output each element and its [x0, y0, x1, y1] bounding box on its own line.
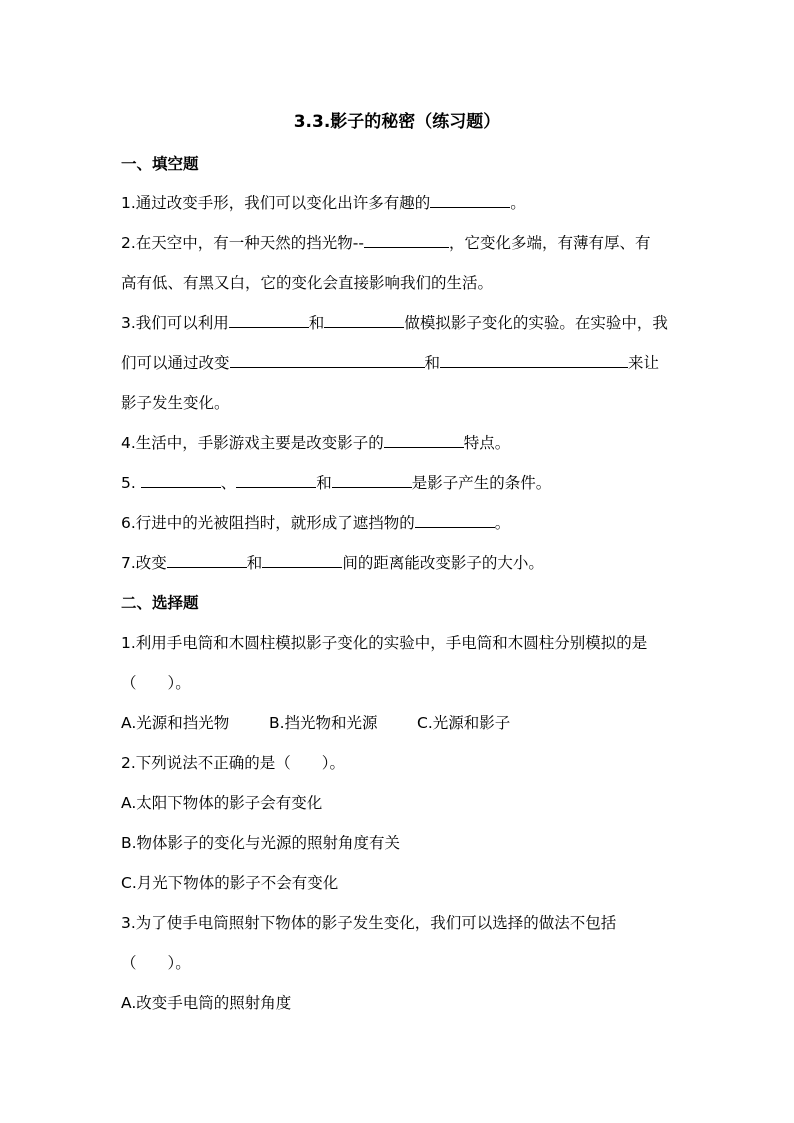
question-4: [121, 431, 510, 455]
answer-blank[interactable]: [262, 551, 342, 568]
question-text: 间的距离能改变影子的大小。: [342, 554, 544, 572]
question-6: [121, 511, 510, 535]
question-text: 和: [246, 554, 263, 572]
question-text: 特点。: [463, 434, 511, 452]
question-text: 们可以通过改变: [121, 354, 230, 372]
question-3-line-2: [121, 351, 659, 375]
answer-blank[interactable]: [332, 471, 412, 488]
question-1: [121, 191, 526, 215]
question-text: 和: [424, 354, 441, 372]
choice-question-3-paren: （ ）。: [121, 954, 191, 972]
question-5: [121, 471, 551, 495]
question-text: 4.生活中，手影游戏主要是改变影子的: [121, 434, 384, 452]
answer-blank[interactable]: [430, 191, 510, 208]
question-text: 来让: [628, 354, 660, 372]
question-text: 。: [510, 194, 526, 212]
question-text: 1.通过改变手形，我们可以变化出许多有趣的: [121, 194, 431, 212]
question-text: 2.在天空中，有一种天然的挡光物--: [121, 234, 364, 252]
answer-blank[interactable]: [440, 351, 628, 368]
answer-blank[interactable]: [384, 431, 464, 448]
question-text: 6.行进中的光被阻挡时，就形成了遮挡物的: [121, 514, 415, 532]
answer-blank[interactable]: [415, 511, 495, 528]
answer-blank[interactable]: [229, 311, 309, 328]
question-text: 5.: [121, 474, 136, 492]
option-a[interactable]: A.光源和挡光物: [121, 714, 230, 732]
question-2-line-2: 高有低、有黑又白，它的变化会直接影响我们的生活。: [121, 274, 494, 292]
question-3-line-1: [121, 311, 668, 335]
question-text: 。: [494, 514, 511, 532]
question-text: 是影子产生的条件。: [411, 474, 552, 492]
answer-blank[interactable]: [236, 471, 316, 488]
question-3-line-3: 影子发生变化。: [121, 394, 230, 412]
question-7: [121, 551, 544, 575]
question-text: 7.改变: [121, 554, 167, 572]
answer-blank[interactable]: [324, 311, 404, 328]
section-heading-multiple-choice: 二、选择题: [121, 594, 199, 612]
choice-question-1-paren: （ ）。: [121, 674, 191, 692]
option-c[interactable]: C.光源和影子: [417, 714, 511, 732]
answer-blank[interactable]: [167, 551, 247, 568]
answer-blank[interactable]: [364, 231, 449, 248]
choice-question-3-stem: 3.为了使手电筒照射下物体的影子发生变化，我们可以选择的做法不包括: [121, 914, 617, 932]
option-b[interactable]: B.物体影子的变化与光源的照射角度有关: [121, 834, 401, 852]
question-text: 3.我们可以利用: [121, 314, 229, 332]
question-text: 和: [308, 314, 325, 332]
answer-blank[interactable]: [230, 351, 425, 368]
section-heading-fill-in: 一、填空题: [121, 155, 199, 173]
question-text: 、: [220, 474, 237, 492]
option-a[interactable]: A.太阳下物体的影子会有变化: [121, 794, 323, 812]
page-title: 3.3.影子的秘密（练习题）: [293, 112, 501, 132]
choice-question-2-stem: 2.下列说法不正确的是（ ）。: [121, 754, 346, 772]
choice-question-1-options: [121, 711, 510, 735]
option-c[interactable]: C.月光下物体的影子不会有变化: [121, 874, 339, 892]
question-text: 和: [316, 474, 332, 492]
question-text: 做模拟影子变化的实验。在实验中，我: [404, 314, 668, 332]
question-2-line-1: [121, 231, 651, 255]
option-a[interactable]: A.改变手电筒的照射角度: [121, 994, 292, 1012]
question-text: ，它变化多端，有薄有厚、有: [448, 234, 651, 252]
choice-question-1-stem: 1.利用手电筒和木圆柱模拟影子变化的实验中，手电筒和木圆柱分别模拟的是: [121, 634, 648, 652]
answer-blank[interactable]: [141, 471, 221, 488]
option-b[interactable]: B.挡光物和光源: [269, 714, 378, 732]
